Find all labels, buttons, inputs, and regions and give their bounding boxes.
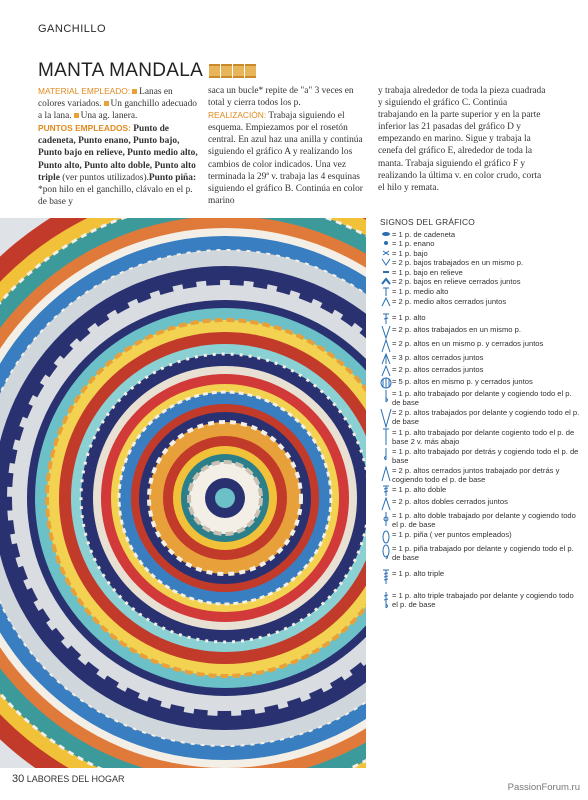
puntos-text: Punto de cadeneta, Punto enano, Punto bajo, Punto bajo en relieve, Punto medio alto, Punto alto, Punto alto doble, Punto alto triple [38,124,198,183]
dc2tog-icon [380,365,392,377]
single-crochet-icon [380,249,392,257]
front-post-triple-treble-icon [380,591,392,609]
intro-text: saca un bucle* repite de "a" 3 veces en total y cierra todos los p. [208,86,354,109]
increase-icon [380,258,392,266]
text-column-3 [378,85,548,194]
page-title: MANTA MANDALA [38,60,204,81]
legend-item: = 1 p. piña trabajado por delante y cogiendo todo el p. de base [380,544,580,563]
magazine-name: LABORES DEL HOGAR [26,774,125,784]
continuation-text: y trabaja alrededor de toda la pieza cuadrada y siguiendo el gráfico C. Continúa trabajando en la parte superior y en la parte inferior las 21 pasadas del gráfico D y empezando en marino. Sigue y trabaja la cenefa del gráfico E, alrededor de toda la manta. Trabaja siguiendo el gráfico F y realizando la última v. en color crudo, corta el hilo y remata. [378,86,546,193]
legend-item: = 1 p. alto trabajado por delante y cogiendo todo el p. de base [380,389,580,408]
pina-text: *pon hilo en el ganchillo, clávalo en el p. de base y [38,184,193,207]
page-footer [12,773,124,785]
legend-item: = 2 p. altos dobles cerrados juntos [380,497,580,511]
dc5-cluster-icon [380,377,392,389]
difficulty-icon [209,64,256,78]
material-label: MATERIAL EMPLEADO: [38,86,131,96]
legend-title: SIGNOS DEL GRÁFICO [380,217,475,227]
legend-item: = 3 p. altos cerrados juntos [380,353,580,365]
dc-cluster-icon [380,339,392,353]
legend-item: = 2 p. bajos en relieve cerrados juntos [380,277,580,287]
legend-item: = 2 p. altos cerrados juntos trabajado por detrás y cogiendo todo el p. de base [380,466,580,485]
dc3tog-icon [380,353,392,365]
pina-label: Punto piña: [148,172,197,183]
front-post-puff-icon [380,544,392,560]
chain-icon [380,230,392,238]
legend-item: = 1 p. enano [380,239,580,249]
legend-item: = 2 p. altos trabajados en un mismo p. [380,325,580,339]
legend-item: = 1 p. de cadeneta [380,230,580,240]
legend-item: = 1 p. bajo en relieve [380,268,580,278]
legend-item: = 1 p. medio alto [380,287,580,297]
bullet-icon [104,101,109,106]
watermark: PassionForum.ru [507,782,580,793]
legend-item: = 1 p. bajo [380,249,580,259]
treble2tog-icon [380,497,392,511]
legend-item: = 1 p. alto doble [380,485,580,497]
front-post-treble-icon [380,511,392,527]
material-text-2: Un ganchillo adecuado a la lana. [38,99,197,122]
dc-increase-icon [380,325,392,339]
bullet-icon [132,89,137,94]
front-post-dc-icon [380,389,392,403]
triple-treble-icon [380,569,392,585]
puntos-text-2: (ver puntos utilizados). [59,172,149,183]
puff-stitch-icon [380,530,392,544]
mandala-photo [0,218,366,768]
mandala-image [0,218,366,768]
treble-icon [380,485,392,497]
legend-item: = 1 p. alto triple [380,569,580,585]
text-column-1 [38,85,198,208]
legend-item: = 5 p. altos en mismo p. y cerrados juntos [380,377,580,389]
legend-item: = 2 p. altos cerrados juntos [380,365,580,377]
legend-item: = 1 p. alto triple trabajado por delante y cogiendo todo el p. de base [380,591,580,610]
legend-item: = 1 p. alto doble trabajado por delante y cogiendo todo el p. de base [380,511,580,530]
material-text-3: Una ag. lanera. [80,111,138,122]
stitch-legend [380,218,580,610]
bullet-icon [74,113,79,118]
legend-item: = 1 p. alto [380,313,580,325]
realizacion-label: REALIZACIÓN: [208,110,267,121]
legend-item: = 1 p. alto trabajado por delante cogiento todo el p. de base 2 v. más abajo [380,428,580,447]
dc-icon [380,313,392,325]
page-number: 30 [12,773,25,785]
section-label: GANCHILLO [38,23,107,35]
legend-item: = 1 p. alto trabajado por detrás y cogiendo todo el p. de base [380,447,580,466]
relief-dec-icon [380,277,392,285]
legend-item: = 2 p. altos en un mismo p. y cerrados juntos [380,339,580,353]
realizacion-text: Trabaja siguiendo el esquema. Empiezamos por el rosetón central. En azul haz una anilla y continúa siguiendo el gráfico A y realizando los cambios de color indicados. Una vez terminada la 29ª v. trabaja las 4 esquinas siguiendo el gráfico B. Continúa en color marino [208,111,363,206]
half-dc-dec-icon [380,297,392,307]
relief-sc-icon [380,268,392,276]
legend-item: = 1 p. piña ( ver puntos empleados) [380,530,580,544]
half-dc-icon [380,287,392,297]
front-post-dc-below-icon [380,428,392,446]
puntos-label: PUNTOS EMPLEADOS: [38,123,131,134]
slip-stitch-icon [380,239,392,247]
legend-item: = 2 p. medio altos cerrados juntos [380,297,580,307]
back-post-dc-icon [380,447,392,461]
legend-item: = 2 p. bajos trabajados en un mismo p. [380,258,580,268]
back-post-dc2tog-icon [380,466,392,482]
front-post-dc2-icon [380,408,392,428]
text-column-2 [208,85,368,207]
legend-item: = 2 p. altos trabajados por delante y cogiendo todo el p. de base [380,408,580,428]
title-row [38,60,256,82]
material-text-1: Lanas en colores variados. [38,87,173,110]
